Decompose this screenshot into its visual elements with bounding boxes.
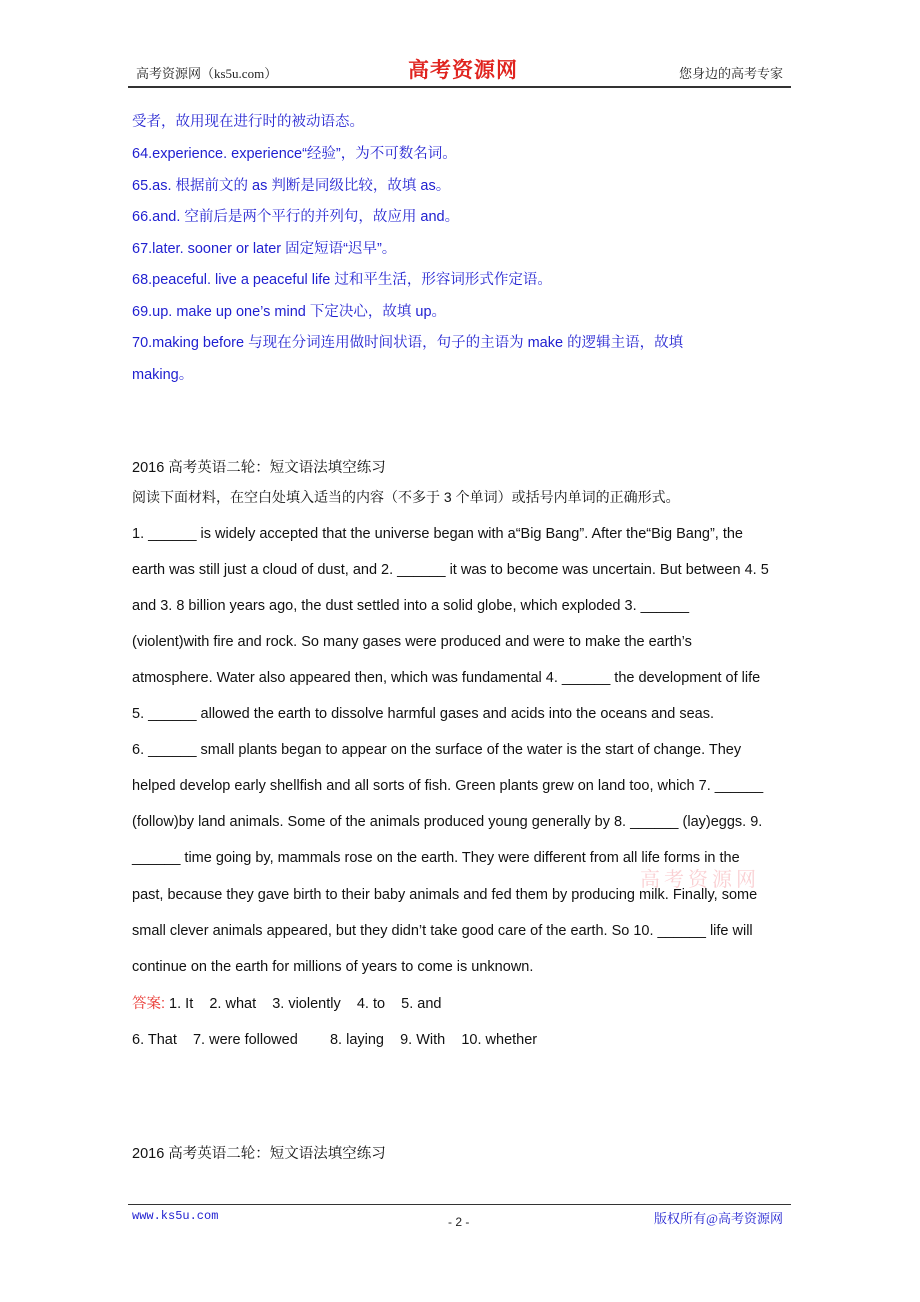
header-divider (128, 86, 791, 88)
page-header (128, 56, 791, 86)
section-instruction: 阅读下面材料，在空白处填入适当的内容（不多于 3 个单词）或括号内单词的正确形式。 (132, 489, 680, 505)
explanation-line: 69.up. make up one’s mind 下定决心，故填 up。 (132, 304, 447, 320)
footer-divider (128, 1204, 791, 1205)
passage-line: and 3. 8 billion years ago, the dust settled into a solid globe, which exploded 3. ______ (132, 598, 690, 614)
passage-line: 5. ______ allowed the earth to dissolve harmful gases and acids into the oceans and seas. (132, 706, 714, 722)
passage-line: small clever animals appeared, but they didn’t take good care of the earth. So 10. ______ life will (132, 923, 753, 939)
passage-line: continue on the earth for millions of years to come is unknown. (132, 959, 534, 975)
passage-line: atmosphere. Water also appeared then, which was fundamental 4. ______ the development of life (132, 670, 761, 686)
explanation-line: 受者，故用现在进行时的被动语态。 (132, 114, 364, 130)
answer-label: 答案: (132, 996, 166, 1012)
explanation-line: 70.making before 与现在分词连用做时间状语，句子的主语为 make 的逻辑主语，故填 (132, 335, 684, 351)
passage-line: earth was still just a cloud of dust, and 2. ______ it was to become was uncertain. But between 4. 5 (132, 562, 769, 578)
passage-line: helped develop early shellfish and all sorts of fish. Green plants grew on land too, which 7. ______ (132, 778, 764, 794)
section-title: 2016 高考英语二轮：短文语法填空练习 (132, 460, 386, 476)
explanation-line: making。 (132, 367, 194, 383)
passage-line: 1. ______ is widely accepted that the universe began with a“Big Bang”. After the“Big Bang”, the (132, 526, 743, 542)
section-title: 2016 高考英语二轮：短文语法填空练习 (132, 1146, 386, 1162)
passage-line: ______ time going by, mammals rose on the earth. They were different from all life forms in the (132, 850, 740, 866)
answers-line (132, 994, 441, 1014)
passage-line: (violent)with fire and rock. So many gases were produced and were to make the earth’s (132, 634, 692, 650)
explanation-line: 65.as. 根据前文的 as 判断是同级比较，故填 as。 (132, 178, 451, 194)
watermark: 高考资源网 (640, 867, 760, 891)
explanation-line: 64.experience. experience“经验”，为不可数名词。 (132, 146, 457, 162)
explanation-line: 68.peaceful. live a peaceful life 过和平生活，形容词形式作定语。 (132, 272, 552, 288)
header-site-name: 高考资源网（ks5u.com） (136, 66, 278, 81)
header-logo: 高考资源网 (408, 57, 518, 82)
footer-copyright: 版权所有@高考资源网 (654, 1211, 783, 1226)
answers-line: 6. That 7. were followed 8. laying 9. With 10. whether (132, 1032, 538, 1048)
page-number: - 2 - (448, 1215, 470, 1229)
passage-line: 6. ______ small plants began to appear on the surface of the water is the start of change. They (132, 742, 742, 758)
explanation-line: 67.later. sooner or later 固定短语“迟早”。 (132, 241, 397, 257)
header-tagline: 您身边的高考专家 (678, 66, 783, 81)
footer-url[interactable]: www.ks5u.com (132, 1209, 219, 1223)
passage-line: past, because they gave birth to their baby animals and fed them by producing milk. Finally, some (132, 887, 758, 903)
explanation-line: 66.and. 空前后是两个平行的并列句，故应用 and。 (132, 209, 460, 225)
passage-line: (follow)by land animals. Some of the animals produced young generally by 8. ______ (lay)eggs. 9. (132, 814, 763, 830)
answers-part-1: 1. It 2. what 3. violently 4. to 5. and (165, 996, 442, 1012)
